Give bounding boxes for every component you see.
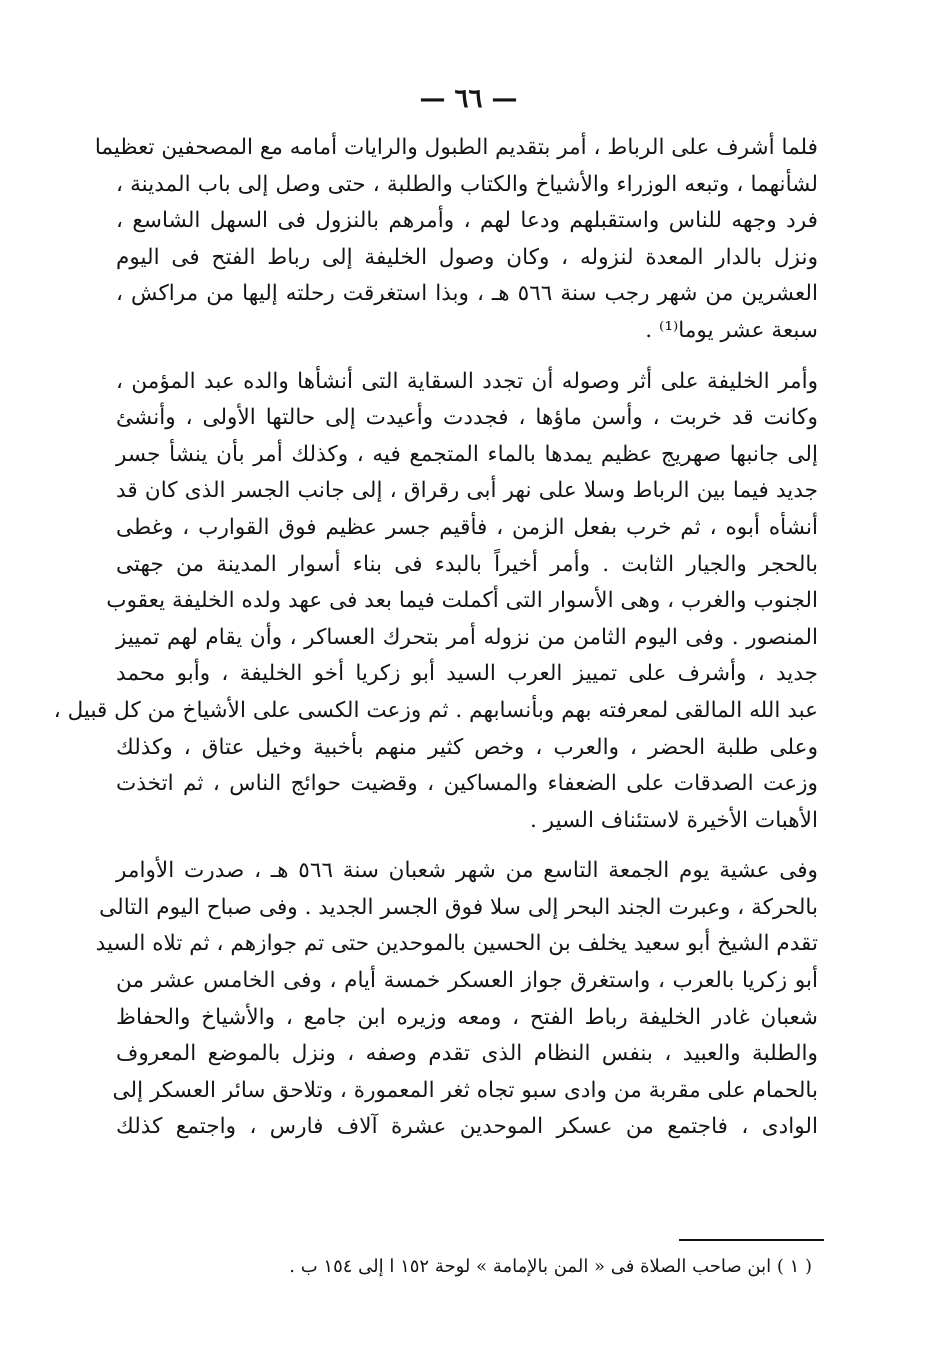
text-line: ونزل بالدار المعدة لنزوله ، وكان وصول الخليفة إلى رباط الفتح فى اليوم: [116, 244, 818, 270]
text-line: وزعت الصدقات على الضعفاء والمساكين ، وقضيت حوائج الناس ، ثم اتخذت: [116, 771, 818, 797]
text-line: بالحمام على مقربة من وادى سبو تجاه ثغر المعمورة ، وتلاحق سائر العسكر إلى: [112, 1077, 818, 1103]
text-line: تقدم الشيخ أبو سعيد يخلف بن الحسين بالموحدين حتى تم جوازهم ، ثم تلاه السيد: [95, 931, 818, 957]
text-line: فرد وجهه للناس واستقبلهم ودعا لهم ، وأمرهم بالنزول فى السهل الشاسع ،: [116, 208, 818, 234]
text-line: وأمر الخليفة على أثر وصوله أن تجدد السقاية التى أنشأها والده عبد المؤمن ،: [116, 368, 818, 394]
paragraph: [53, 364, 818, 840]
text-line: الجنوب والغرب ، وهى الأسوار التى أكملت فيما بعد فى عهد ولده الخليفة يعقوب: [106, 588, 818, 614]
text-line: المنصور . وفى اليوم الثامن من نزوله أمر بتحرك العساكر ، وأن يقام لهم تمييز: [116, 624, 818, 650]
text-line: شعبان غادر الخليفة رباط الفتح ، ومعه وزيره ابن جامع ، والأشياخ والحفاظ: [116, 1004, 818, 1030]
text-line: جديد ، وأشرف على تمييز العرب السيد أبو زكريا أخو الخليفة ، وأبو محمد: [116, 661, 818, 687]
text-line: وعلى طلبة الحضر ، والعرب ، وخص كثير منهم بأخبية وخيل عتاق ، وكذلك: [116, 734, 818, 760]
text-line: بالحجر والجيار الثابت . وأمر أخيراً بالبدء فى بناء أسوار المدينة من جهتى: [116, 551, 818, 577]
text-line: سبعة عشر يوما⁽¹⁾ .: [645, 317, 818, 343]
paragraph-gap: [116, 839, 818, 853]
paragraph: [95, 853, 818, 1146]
text-line: جديد فيما بين الرباط وسلا على نهر أبى رقراق ، إلى جانب الجسر الذى كان قد: [116, 478, 818, 504]
text-line: وفى عشية يوم الجمعة التاسع من شهر شعبان سنة ٥٦٦ هـ ، صدرت الأوامر: [116, 858, 818, 884]
text-line: العشرين من شهر رجب سنة ٥٦٦ هـ ، وبذا استغرقت رحلته إليها من مراكش ،: [116, 281, 819, 307]
text-line: والطلبة والعبيد ، بنفس النظام الذى تقدم وصفه ، ونزل بالموضع المعروف: [116, 1041, 818, 1067]
paragraph-gap: [116, 350, 818, 364]
text-line: الوادى ، فاجتمع من عسكر الموحدين عشرة آلاف فارس ، واجتمع كذلك: [116, 1114, 818, 1140]
text-line: بالحركة ، وعبرت الجند البحر إلى سلا فوق الجسر الجديد . وفى صباح اليوم التالى: [99, 894, 818, 920]
text-line: عبد الله المالقى لمعرفته بهم وبأنسابهم . ثم وزعت الكسى على الأشياخ من كل قبيل ،: [53, 697, 818, 723]
footnote: ( ١ ) ابن صاحب الصلاة فى « المن بالإمامة » لوحة ١٥٢ ا إلى ١٥٤ ب .: [289, 1256, 812, 1277]
paragraph: [94, 130, 819, 350]
text-line: أبو زكريا بالعرب ، واستغرق جواز العسكر خمسة أيام ، وفى الخامس عشر من: [116, 968, 818, 994]
body-text: [53, 130, 819, 1146]
text-line: لشأنهما ، وتبعه الوزراء والأشياخ والكتاب والطلبة ، حتى وصل إلى باب المدينة ،: [116, 171, 818, 197]
text-line: الأهبات الأخيرة لاستئناف السير .: [529, 807, 818, 833]
page-number: — ٦٦ —: [419, 84, 518, 114]
text-line: إلى جانبها صهريج عظيم يمدها بالماء المتجمع فيه ، وكذلك أمر بأن ينشأ جسر: [116, 441, 818, 467]
footnote-divider: [679, 1239, 824, 1241]
text-line: أنشأه أبوه ، ثم خرب بفعل الزمن ، فأقيم جسر عظيم فوق القوارب ، وغطى: [116, 514, 818, 540]
text-line: فلما أشرف على الرباط ، أمر بتقديم الطبول والرايات أمامه مع المصحفين تعظيما: [94, 135, 818, 160]
text-line: وكانت قد خربت ، وأسن ماؤها ، فجددت وأعيدت إلى حالتها الأولى ، وأنشئ: [116, 405, 818, 431]
